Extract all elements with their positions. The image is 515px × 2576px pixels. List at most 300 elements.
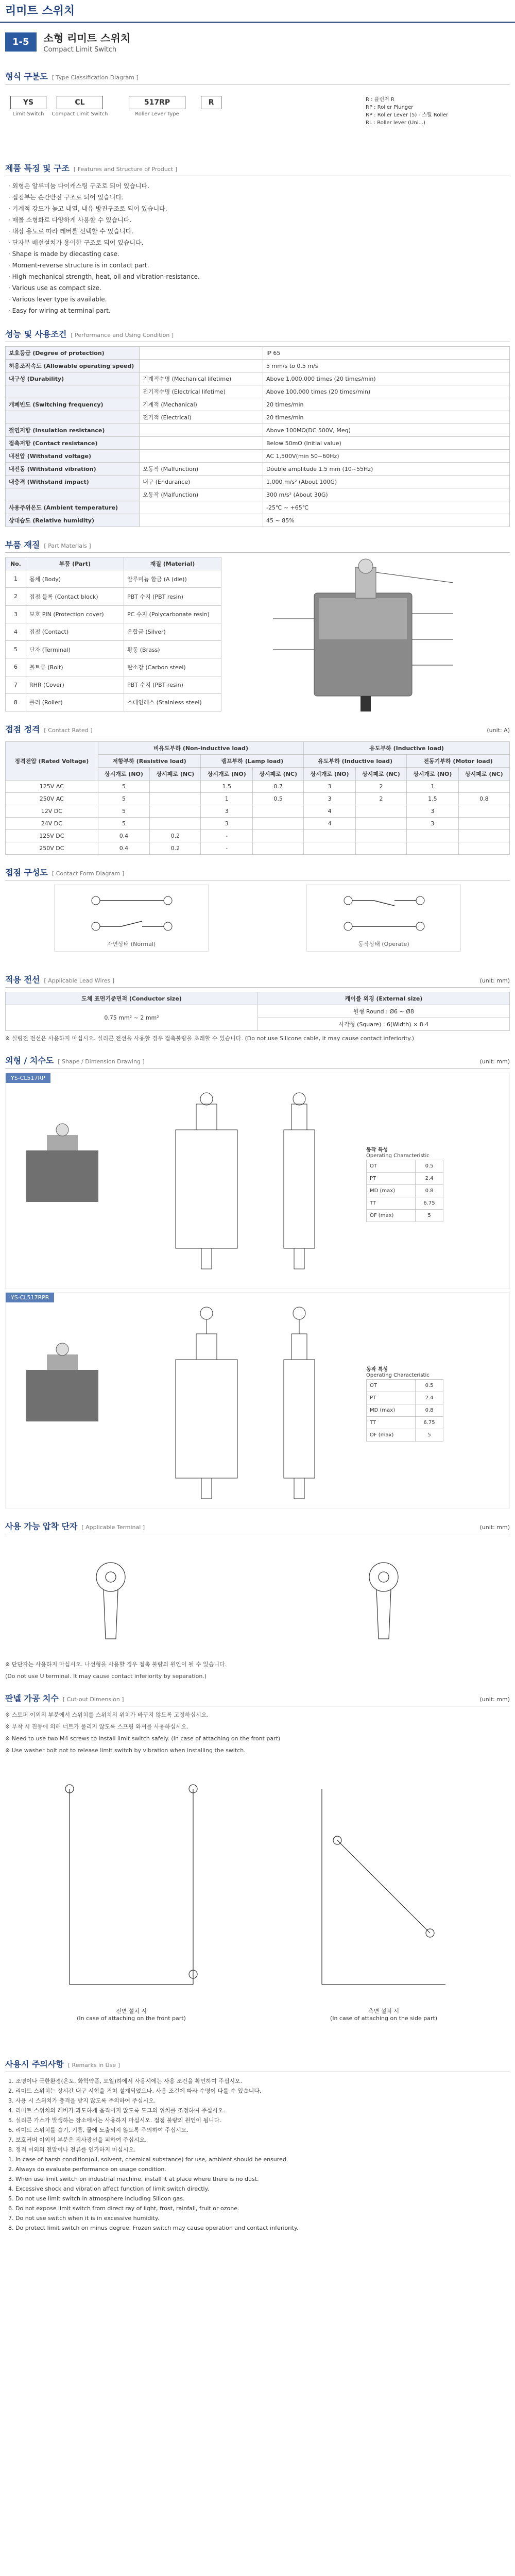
op-char-row	[367, 1160, 443, 1173]
performance-cell: 보호등급 (Degree of protection)	[6, 347, 140, 360]
performance-row	[6, 437, 510, 450]
parts-header-cell: 부품 (Part)	[26, 557, 124, 570]
section-subtitle: [ Performance and Using Condition ]	[71, 332, 174, 338]
rating-cell	[407, 842, 459, 855]
cutout-side-drawing	[291, 1758, 476, 2005]
terminal-drawings	[5, 1538, 510, 1657]
op-char-value: 5	[416, 1210, 443, 1222]
performance-cell: 20 times/min	[263, 398, 510, 411]
terminal-note-2: (Do not use U terminal. It may cause contact inferiority by separation.)	[5, 1673, 207, 1680]
feature-item: · 단자부 배선설치가 용이한 구조로 되어 있습니다.	[8, 239, 144, 246]
rating-table	[5, 741, 510, 855]
performance-cell: Double amplitude 1.5 mm (10~55Hz)	[263, 463, 510, 476]
performance-heading	[5, 328, 510, 342]
rating-cell: 0.4	[98, 842, 150, 855]
performance-cell: Above 100MΩ(DC 500V, Meg)	[263, 424, 510, 437]
op-char-value: 5	[416, 1429, 443, 1442]
performance-cell	[6, 385, 140, 398]
rating-cell	[355, 805, 406, 818]
performance-cell	[140, 501, 263, 514]
dimension-model-tag: YS-CL517RP	[6, 1073, 50, 1083]
performance-cell: 내구성 (Durability)	[6, 372, 140, 385]
type-sub-3: Roller Lever Type	[135, 111, 179, 117]
rating-cell	[150, 781, 201, 793]
op-char-value: 2.4	[416, 1392, 443, 1404]
performance-cell	[140, 437, 263, 450]
performance-cell: 오동작 (Malfunction)	[140, 463, 263, 476]
op-char-value: 0.8	[416, 1404, 443, 1417]
rating-cell: 250V DC	[6, 842, 98, 855]
type-code-ys: YS	[10, 96, 46, 109]
section-subtitle: [ Type Classification Diagram ]	[52, 74, 139, 81]
rating-cell	[355, 842, 406, 855]
section-subtitle: [ Cut-out Dimension ]	[62, 1696, 124, 1703]
cutout-front-drawing	[39, 1758, 224, 2005]
performance-cell: 전기적수명 (Electrical lifetime)	[140, 385, 263, 398]
performance-row	[6, 360, 510, 372]
cutout-side	[291, 1758, 476, 2022]
rating-cell	[458, 818, 509, 830]
feature-item: · Various use as compact size.	[8, 284, 101, 292]
dimension-block-1	[5, 1073, 510, 1289]
performance-table	[5, 346, 510, 527]
parts-cell: 4	[6, 623, 26, 640]
rating-cell: 125V AC	[6, 781, 98, 793]
performance-cell: 기계적 (Mechanical)	[140, 398, 263, 411]
performance-cell: 오동작 (Malfunction)	[140, 488, 263, 501]
feature-item: · 외형은 알루미늄 다이캐스팅 구조로 되어 있습니다.	[8, 182, 149, 190]
op-char-key: OT	[367, 1380, 416, 1392]
op-char-subtitle: Operating Characteristic	[366, 1153, 430, 1159]
performance-row	[6, 398, 510, 411]
performance-cell: Above 100,000 times (20 times/min)	[263, 385, 510, 398]
remark-item: 4. Excessive shock and vibration affect function of limit switch directly.	[8, 2185, 210, 2192]
parts-cell: 보호 PIN (Protection cover)	[26, 605, 124, 623]
op-char-key: TT	[367, 1417, 416, 1429]
remarks-heading	[5, 2058, 510, 2072]
performance-cell: Below 50mΩ (Initial value)	[263, 437, 510, 450]
rating-cell: -	[201, 830, 253, 842]
performance-cell	[140, 514, 263, 527]
op-char-row	[367, 1197, 443, 1210]
remark-item: 4. 리미트 스위치의 레버가 과도하게 움직이지 않도록 도그의 위치를 조정하여 주십시오.	[8, 2107, 225, 2114]
rating-cell	[150, 818, 201, 830]
parts-cell: 롤러 (Roller)	[26, 693, 124, 711]
parts-cell: RHR (Cover)	[26, 676, 124, 693]
feature-item: · Shape is made by diecasting case.	[8, 250, 119, 258]
rating-head-motor: 전동기부하 (Motor load)	[407, 755, 510, 768]
op-char-value: 0.8	[416, 1185, 443, 1197]
op-char-grid	[366, 1379, 443, 1442]
cutout-note-2: ※ 부착 시 진동에 의해 너트가 풀리지 않도록 스프링 와셔를 사용하십시오.	[5, 1723, 188, 1730]
op-char-row	[367, 1173, 443, 1185]
rating-cell	[355, 830, 406, 842]
rating-cell	[458, 830, 509, 842]
rating-cell: 3	[407, 805, 459, 818]
rating-cell: 0.2	[150, 842, 201, 855]
rating-cell: 5	[98, 793, 150, 805]
remark-item: 2. 리미트 스위치는 장시간 내구 시험을 거쳐 설계되었으나, 사용 조건에 따라 수명이 다를 수 있습니다.	[8, 2088, 262, 2094]
parts-cell: 접점 (Contact)	[26, 623, 124, 640]
type-classification-diagram	[5, 89, 510, 150]
rating-head-voltage: 정격전압 (Rated Voltage)	[6, 742, 98, 781]
section-subtitle: [ Part Materials ]	[44, 543, 91, 549]
performance-row	[6, 514, 510, 527]
rating-cell: 250V AC	[6, 793, 98, 805]
rating-cell: 24V DC	[6, 818, 98, 830]
performance-cell: Above 1,000,000 times (20 times/min)	[263, 372, 510, 385]
remarks-list	[8, 2076, 507, 2233]
rating-cell	[355, 818, 406, 830]
performance-cell: 사용주위온도 (Ambient temperature)	[6, 501, 140, 514]
remark-item: 8. Do protect limit switch on minus degree. Frozen switch may cause operation and contact inferiority.	[8, 2225, 299, 2231]
remark-item: 7. 보호커버 이외의 부분은 직사광선을 피하여 주십시오.	[8, 2137, 147, 2143]
parts-cell: 6	[6, 658, 26, 676]
rating-row	[6, 830, 510, 842]
feature-item: · 기계적 강도가 높고 내열, 내유 방진구조로 되어 있습니다.	[8, 205, 167, 212]
section-subtitle: [ Shape / Dimension Drawing ]	[58, 1058, 145, 1065]
performance-row	[6, 501, 510, 514]
rating-head-inductive: 유도부하 (Inductive load)	[304, 742, 510, 755]
unit-label: (unit: mm)	[479, 1058, 510, 1065]
rating-cell	[253, 830, 304, 842]
section-subtitle: [ Contact Rated ]	[44, 727, 93, 734]
unit-label: (unit: mm)	[479, 1524, 510, 1531]
op-char-key: TT	[367, 1197, 416, 1210]
contact-normal-diagram	[54, 885, 209, 952]
cutout-heading	[5, 1692, 510, 1706]
section-title: 제품 특징 및 구조	[5, 163, 70, 173]
performance-cell: 내구 (Endurance)	[140, 476, 263, 488]
wires-heading	[5, 973, 510, 988]
performance-row	[6, 385, 510, 398]
rating-cell: 0.8	[458, 793, 509, 805]
op-char-grid	[366, 1160, 443, 1222]
contact-form-heading	[5, 866, 510, 880]
feature-item: · Moment-reverse structure is in contact part.	[8, 262, 149, 269]
parts-cell: 은합금 (Silver)	[124, 623, 221, 640]
rating-cell: 1	[201, 793, 253, 805]
performance-row	[6, 476, 510, 488]
performance-cell: 개폐빈도 (Switching frequency)	[6, 398, 140, 411]
parts-cell: 볼트류 (Bolt)	[26, 658, 124, 676]
rating-head-contact: 상시폐로 (NC)	[150, 768, 201, 781]
rating-cell: 5	[98, 805, 150, 818]
performance-cell: 상대습도 (Relative humidity)	[6, 514, 140, 527]
performance-cell: 20 times/min	[263, 411, 510, 424]
rating-cell: 2	[355, 793, 406, 805]
operate-schematic	[307, 885, 461, 942]
rating-cell: 3	[201, 818, 253, 830]
features-list	[8, 180, 507, 316]
op-char-subtitle: Operating Characteristic	[366, 1372, 430, 1378]
performance-row	[6, 411, 510, 424]
contact-form-diagrams	[5, 885, 510, 962]
type-sub-2: Compact Limit Switch	[52, 111, 108, 117]
terminal-heading	[5, 1520, 510, 1534]
performance-cell: 내전압 (Withstand voltage)	[6, 450, 140, 463]
rating-head-contact: 상시폐로 (NC)	[458, 768, 509, 781]
performance-cell: 접촉저항 (Contact resistance)	[6, 437, 140, 450]
rating-heading	[5, 723, 510, 737]
parts-row	[6, 570, 221, 588]
op-char-key: OF (max)	[367, 1429, 416, 1442]
performance-cell	[140, 360, 263, 372]
performance-cell: 전기적 (Electrical)	[140, 411, 263, 424]
section-subtitle: [ Applicable Lead Wires ]	[44, 977, 115, 984]
parts-header-cell: No.	[6, 557, 26, 570]
type-sub-1: Limit Switch	[12, 111, 44, 117]
cutout-note-4: ※ Use washer bolt not to release limit switch by vibration when installing the switch.	[5, 1747, 246, 1754]
op-char-row	[367, 1404, 443, 1417]
feature-item: · Easy for wiring at terminal part.	[8, 307, 111, 314]
remark-item: 1. 조명이나 극한환경(온도, 화학약품, 오일)하에서 사용시에는 사용 조건을 확인하여 주십시오.	[8, 2078, 243, 2084]
rating-cell: -	[201, 842, 253, 855]
rating-cell: 0.5	[253, 793, 304, 805]
cutout-note-1: ※ 스토퍼 이외의 부분에서 스위치를 스위치의 위치가 바꾸지 않도록 고정하십시오.	[5, 1711, 209, 1718]
op-char-row	[367, 1380, 443, 1392]
parts-row	[6, 605, 221, 623]
rating-head-noninductive: 비유도부하 (Non-inductive load)	[98, 742, 304, 755]
rating-cell: 0.7	[253, 781, 304, 793]
contact-normal-label: 자연상태 (Normal)	[107, 941, 156, 947]
rating-cell: 3	[201, 805, 253, 818]
rating-cell: 5	[98, 818, 150, 830]
performance-row	[6, 347, 510, 360]
performance-cell	[140, 424, 263, 437]
rating-cell: 0.4	[98, 830, 150, 842]
performance-cell: AC 1,500V(min 50~60Hz)	[263, 450, 510, 463]
performance-cell: 45 ~ 85%	[263, 514, 510, 527]
rating-head-lamp: 램프부하 (Lamp load)	[201, 755, 304, 768]
section-title: 사용 가능 압착 단자	[5, 1521, 78, 1531]
section-title: 성능 및 사용조건	[5, 329, 67, 339]
section-subtitle: [ Remarks in Use ]	[67, 2062, 120, 2069]
section-title: 사용시 주의사항	[5, 2059, 64, 2069]
parts-cell: 3	[6, 605, 26, 623]
switch-illustration	[227, 557, 510, 711]
section-title: 외형 / 치수도	[5, 1056, 54, 1065]
op-char-value: 6.75	[416, 1417, 443, 1429]
remark-item: 8. 정격 이외의 전압이나 전류를 인가하지 마십시오.	[8, 2146, 136, 2153]
op-char-row	[367, 1392, 443, 1404]
normal-schematic	[55, 885, 209, 942]
cutout-front-label: 전면 설치 시 (In case of attaching on the front part)	[77, 2008, 186, 2022]
performance-cell	[6, 411, 140, 424]
operating-characteristic-table	[366, 1145, 443, 1223]
op-char-key: MD (max)	[367, 1185, 416, 1197]
type-legend	[366, 96, 448, 127]
op-char-value: 6.75	[416, 1197, 443, 1210]
rating-cell	[150, 805, 201, 818]
parts-cell: 8	[6, 693, 26, 711]
op-char-value: 0.5	[416, 1380, 443, 1392]
dimension-block-2	[5, 1292, 510, 1509]
section-title: 형식 구분도	[5, 72, 48, 81]
unit-label: (unit: mm)	[479, 977, 510, 984]
wires-note: ※ 실링전 전선은 사용하지 마십시오. 실리콘 전선을 사용할 경우 접촉불량을 초래할 수 있습니다. (Do not use Silicone cable, it may cause contact inferiority.)	[5, 1035, 415, 1042]
performance-row	[6, 463, 510, 476]
parts-row	[6, 658, 221, 676]
legend-line: RL : Roller lever (Uni...)	[366, 120, 425, 126]
parts-cell: 단자 (Terminal)	[26, 641, 124, 658]
cutout-note-3: ※ Need to use two M4 screws to install limit switch safely. (In case of attaching on the front part)	[5, 1735, 281, 1742]
rating-cell: 1.5	[407, 793, 459, 805]
rating-head-contact: 상시폐로 (NC)	[253, 768, 304, 781]
performance-cell: -25℃ ~ +65℃	[263, 501, 510, 514]
performance-cell: 허용조작속도 (Allowable operating speed)	[6, 360, 140, 372]
rating-row	[6, 781, 510, 793]
performance-cell: 5 mm/s to 0.5 m/s	[263, 360, 510, 372]
rating-cell	[253, 818, 304, 830]
rating-cell: 1.5	[201, 781, 253, 793]
performance-cell: 내진동 (Withstand vibration)	[6, 463, 140, 476]
parts-exploded-image	[227, 557, 510, 711]
op-char-title: 동작 특성	[366, 1147, 388, 1153]
rating-cell	[458, 842, 509, 855]
op-char-row	[367, 1185, 443, 1197]
wire-conductor-value: 0.75 mm² ~ 2 mm²	[6, 1005, 258, 1031]
feature-item: · 접점부는 순간반전 구조로 되어 있습니다.	[8, 194, 124, 201]
section-title: 접점 정격	[5, 724, 40, 734]
rating-cell	[253, 842, 304, 855]
remark-item: 6. 리미트 스위치를 습기, 기름, 물에 노출되지 않도록 주의하여 주십시오.	[8, 2127, 188, 2133]
op-char-key: OT	[367, 1160, 416, 1173]
rating-cell: 125V DC	[6, 830, 98, 842]
rating-head-contact: 상시개로 (NO)	[304, 768, 356, 781]
parts-cell: PBT 수지 (PBT resin)	[124, 588, 221, 605]
parts-cell: PBT 수지 (PBT resin)	[124, 676, 221, 693]
remark-item: 7. Do not use switch when it is in excessive humidity.	[8, 2215, 160, 2222]
rating-head-contact: 상시개로 (NO)	[98, 768, 150, 781]
rating-cell	[407, 830, 459, 842]
feature-item: · Various lever type is available.	[8, 296, 107, 303]
parts-cell: 접점 블록 (Contact block)	[26, 588, 124, 605]
rating-row	[6, 793, 510, 805]
parts-row	[6, 623, 221, 640]
op-char-key: MD (max)	[367, 1404, 416, 1417]
op-char-value: 2.4	[416, 1173, 443, 1185]
parts-cell: 2	[6, 588, 26, 605]
feature-item: · 매몰 소형화로 다양하게 사용할 수 있습니다.	[8, 216, 132, 224]
performance-cell: 기계적수명 (Mechanical lifetime)	[140, 372, 263, 385]
feature-item: · High mechanical strength, heat, oil and vibration-resistance.	[8, 273, 200, 280]
wire-external-round: 원형 Round : Ø6 ~ Ø8	[258, 1005, 510, 1018]
op-char-key: PT	[367, 1173, 416, 1185]
parts-section	[5, 557, 510, 711]
dimension-model-tag: YS-CL517RPR	[6, 1293, 54, 1302]
parts-cell: 1	[6, 570, 26, 588]
dimension-heading	[5, 1054, 510, 1069]
op-char-key: OF (max)	[367, 1210, 416, 1222]
legend-line: RP : Roller Plunger	[366, 105, 414, 110]
rating-cell	[304, 842, 356, 855]
section-subtitle: [ Applicable Terminal ]	[81, 1524, 145, 1531]
rating-cell: 2	[355, 781, 406, 793]
performance-row	[6, 488, 510, 501]
type-code-model: 517RP	[129, 96, 185, 109]
op-char-key: PT	[367, 1392, 416, 1404]
rating-head-resistive: 저항부하 (Resistive load)	[98, 755, 201, 768]
remark-item: 6. Do not expose limit switch from direct ray of light, frost, rainfall, fruit or ozone.	[8, 2205, 239, 2212]
performance-cell	[6, 488, 140, 501]
performance-row	[6, 450, 510, 463]
remark-item: 1. In case of harsh condition(oil, solvent, chemical substance) for use, ambient should be ensured.	[8, 2156, 288, 2163]
section-subtitle: [ Contact Form Diagram ]	[52, 870, 125, 877]
parts-row	[6, 676, 221, 693]
product-subtitle: Compact Limit Switch	[43, 46, 117, 54]
terminal-ring-drawing-2	[322, 1546, 445, 1649]
section-title: 부품 재질	[5, 540, 40, 550]
features-heading	[5, 162, 510, 176]
remark-item: 5. 실리콘 가스가 발생하는 장소에서는 사용하지 마십시오. 접점 불량의 원인이 됩니다.	[8, 2117, 221, 2124]
op-char-row	[367, 1429, 443, 1442]
op-char-row	[367, 1210, 443, 1222]
performance-row	[6, 424, 510, 437]
performance-cell: IP 65	[263, 347, 510, 360]
rating-cell: 3	[304, 781, 356, 793]
cutout-drawings	[5, 1758, 510, 2046]
parts-cell: 스테인레스 (Stainless steel)	[124, 693, 221, 711]
rating-row	[6, 805, 510, 818]
performance-cell	[140, 450, 263, 463]
contact-operate-label: 동작상태 (Operate)	[358, 941, 409, 947]
parts-table	[5, 557, 221, 711]
parts-row	[6, 641, 221, 658]
rating-cell	[458, 805, 509, 818]
op-char-value: 0.5	[416, 1160, 443, 1173]
unit-label: (unit: mm)	[479, 1696, 510, 1703]
rating-head-contact: 상시개로 (NO)	[201, 768, 253, 781]
rating-cell	[150, 793, 201, 805]
performance-cell: 내충격 (Withstand impact)	[6, 476, 140, 488]
rating-cell: 12V DC	[6, 805, 98, 818]
performance-cell: 1,000 m/s² (About 100G)	[263, 476, 510, 488]
terminal-ring-drawing	[70, 1546, 193, 1649]
legend-line: R : 플런저 R	[366, 97, 394, 103]
remark-item: 5. Do not use limit switch in atmosphere including Silicon gas.	[8, 2195, 185, 2202]
remark-item: 2. Always do evaluate performance on usage condition.	[8, 2166, 166, 2173]
section-title: 적용 전선	[5, 975, 40, 985]
performance-cell	[140, 347, 263, 360]
rating-cell	[253, 805, 304, 818]
rating-cell: 4	[304, 805, 356, 818]
remark-item: 3. When use limit switch on industrial machine, install it at place where there is no dust.	[8, 2176, 259, 2182]
op-char-title: 동작 특성	[366, 1367, 388, 1372]
rating-head-contact: 상시개로 (NO)	[407, 768, 459, 781]
terminal-note-1: ※ 단단자는 사용하지 마십시오. 나선형을 사용할 경우 접촉 불량의 원인이 될 수 있습니다.	[5, 1661, 227, 1668]
unit-label: (unit: A)	[487, 727, 510, 734]
rating-cell: 3	[304, 793, 356, 805]
type-code-cl: CL	[57, 96, 103, 109]
section-title: 판넬 가공 치수	[5, 1693, 59, 1703]
contact-operate-diagram	[306, 885, 461, 952]
parts-cell: 알루미늄 합금 (A (die))	[124, 570, 221, 588]
remark-item: 3. 사용 시 스위치가 충격을 받지 않도록 주의하여 주십시오.	[8, 2097, 156, 2104]
parts-cell: 7	[6, 676, 26, 693]
hero	[0, 23, 515, 59]
rating-head-inductive-load: 유도부하 (Inductive load)	[304, 755, 407, 768]
operating-characteristic-table	[366, 1365, 443, 1443]
parts-row	[6, 588, 221, 605]
rating-cell: 5	[98, 781, 150, 793]
rating-cell	[304, 830, 356, 842]
op-char-row	[367, 1417, 443, 1429]
section-subtitle: [ Features and Structure of Product ]	[73, 166, 177, 173]
wires-head-external: 케이블 외경 (External size)	[258, 992, 510, 1005]
parts-row	[6, 693, 221, 711]
parts-heading	[5, 538, 510, 553]
